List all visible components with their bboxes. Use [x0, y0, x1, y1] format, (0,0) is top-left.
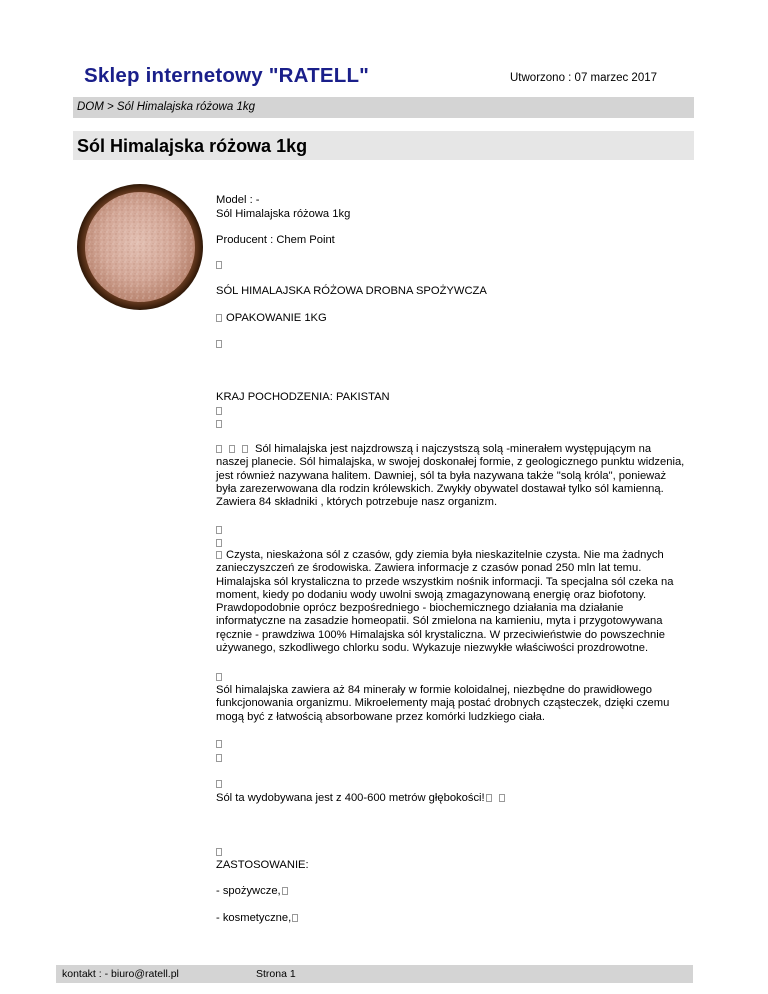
- placeholder-glyph: [216, 337, 226, 351]
- placeholder-glyph: [216, 523, 226, 537]
- package-text: OPAKOWANIE 1KG: [226, 312, 327, 324]
- placeholder-glyph: [216, 258, 226, 272]
- placeholder-glyph: [216, 404, 226, 418]
- product-model: Model : -: [216, 194, 260, 206]
- created-date: Utworzono : 07 marzec 2017: [510, 72, 658, 84]
- usage-item-food: [216, 884, 292, 898]
- placeholder-glyph: [216, 417, 226, 431]
- description-paragraph-2: [216, 549, 686, 655]
- missing-glyph-icon: [216, 740, 222, 748]
- product-name: Sól Himalajska różowa 1kg: [216, 208, 351, 220]
- depth-line: [216, 791, 509, 805]
- breadcrumb[interactable]: DOM > Sól Himalajska różowa 1kg: [77, 101, 255, 113]
- missing-glyph-icon: [486, 794, 492, 802]
- product-image: [76, 183, 204, 311]
- missing-glyph-icon: [216, 340, 222, 348]
- usage-item-text: - spożywcze,: [216, 885, 281, 897]
- missing-glyph-icon: [216, 848, 222, 856]
- placeholder-glyph: [216, 845, 226, 859]
- description-paragraph-1: [216, 443, 686, 509]
- missing-glyph-icon: [216, 261, 222, 269]
- origin-line: KRAJ POCHODZENIA: PAKISTAN: [216, 391, 390, 403]
- description-heading: SÓL HIMALAJSKA RÓŻOWA DROBNA SPOŻYWCZA: [216, 285, 487, 297]
- paragraph-1-text: Sól himalajska jest najzdrowszą i najczystszą solą -minerałem występującym na naszej planecie. Sól himalajska, w swojej doskonałej formie, z geologicznego punktu widzenia, jest również nazywana halitem. Dawniej, sól ta była nazywana także "solą króla", ponieważ była zarezerwowana dla rodzin królewskich. Zwykły obywatel dostawał tylko sól kamienną. Zawiera 84 składniki , których potrzebuje nasz organizm.: [216, 443, 685, 509]
- missing-glyph-icon: [216, 445, 222, 453]
- store-title: Sklep internetowy "RATELL": [84, 64, 370, 87]
- title-bar: [73, 131, 694, 160]
- missing-glyph-icon: [216, 754, 222, 762]
- breadcrumb-bar: [73, 97, 694, 118]
- missing-glyph-icon: [216, 539, 222, 547]
- placeholder-glyph: [216, 777, 226, 791]
- missing-glyph-icon: [216, 526, 222, 534]
- missing-glyph-icon: [242, 445, 248, 453]
- footer-page-number: Strona 1: [256, 968, 296, 980]
- footer-contact[interactable]: kontakt : - biuro@ratell.pl: [62, 968, 179, 980]
- missing-glyph-icon: [499, 794, 505, 802]
- usage-item-text: - kosmetyczne,: [216, 912, 292, 924]
- usage-heading: ZASTOSOWANIE:: [216, 859, 309, 871]
- paragraph-2-text: Czysta, nieskażona sól z czasów, gdy ziemia była nieskazitelnie czysta. Nie ma żadnych zanieczyszczeń ze środowiska. Zawiera informacje z czasów ponad 250 mln lat temu. Himalajska sól krystaliczna to przede wszystkim nośnik informacji. Ta specjalna sól czeka na moment, kiedy po dodaniu wody uwolni swoją zmagazynowaną energię oraz biofotony. Prawdopodobnie oprócz bezpośredniego - biochemicznego działania ma działanie informatyczne na zasadzie homeopatii. Sól zmielona na kamieniu, myta i przygotowywana ręcznie - prawdziwa 100% Himalajska sól krystaliczna. W przeciwieństwie do powszechnie używanego, szkodliwego chlorku sodu. Wykazuje niezwykłe właściwości prozdrowotne.: [216, 549, 674, 655]
- missing-glyph-icon: [216, 314, 222, 322]
- missing-glyph-icon: [282, 887, 288, 895]
- placeholder-glyph: [216, 670, 226, 684]
- page-title: Sól Himalajska różowa 1kg: [77, 136, 308, 156]
- depth-text: Sól ta wydobywana jest z 400-600 metrów głębokości!: [216, 792, 485, 804]
- missing-glyph-icon: [216, 420, 222, 428]
- product-producer: Producent : Chem Point: [216, 234, 335, 246]
- missing-glyph-icon: [216, 780, 222, 788]
- usage-item-cosmetic: [216, 911, 302, 925]
- placeholder-glyph: [216, 737, 226, 751]
- missing-glyph-icon: [292, 914, 298, 922]
- missing-glyph-icon: [216, 551, 222, 559]
- placeholder-glyph: [216, 751, 226, 765]
- missing-glyph-icon: [229, 445, 235, 453]
- missing-glyph-icon: [216, 673, 222, 681]
- description-paragraph-3: Sól himalajska zawiera aż 84 minerały w formie koloidalnej, niezbędne do prawidłowego funkcjonowania organizmu. Mikroelementy mają postać drobnych cząsteczek, dzięki czemu mogą być z łatwością absorbowane przez komórki ludzkiego ciała.: [216, 684, 670, 723]
- package-line: [216, 311, 327, 325]
- placeholder-glyph: [216, 536, 226, 550]
- footer-bar: [56, 965, 693, 983]
- missing-glyph-icon: [216, 407, 222, 415]
